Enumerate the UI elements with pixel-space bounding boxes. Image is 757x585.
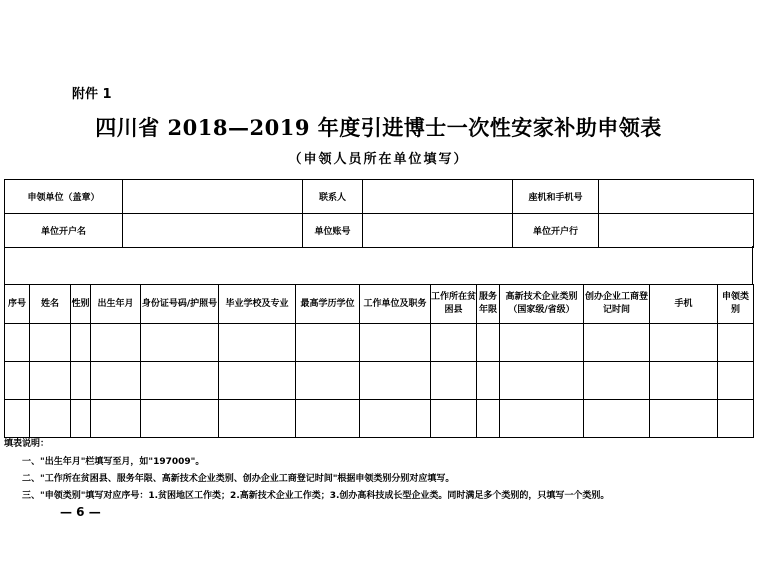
cell[interactable] [91, 362, 141, 400]
cell[interactable] [584, 400, 650, 438]
col-category: 申领类别 [718, 285, 754, 324]
phone-label: 座机和手机号 [513, 180, 599, 214]
cell[interactable] [360, 400, 431, 438]
cell[interactable] [584, 362, 650, 400]
cell[interactable] [141, 324, 219, 362]
cell[interactable] [477, 362, 500, 400]
cell[interactable] [296, 324, 360, 362]
col-mobile: 手机 [650, 285, 718, 324]
cell[interactable] [584, 324, 650, 362]
col-index: 序号 [5, 285, 30, 324]
applicant-table [4, 284, 754, 438]
bank-input[interactable] [599, 214, 754, 248]
table-row [5, 362, 754, 400]
table-row [5, 324, 754, 362]
cell[interactable] [219, 400, 296, 438]
cell[interactable] [650, 362, 718, 400]
bank-label: 单位开户行 [513, 214, 599, 248]
cell[interactable] [91, 324, 141, 362]
cell[interactable] [718, 400, 754, 438]
page-number: — 6 — [60, 505, 101, 519]
col-registration: 创办企业工商登记时间 [584, 285, 650, 324]
cell[interactable] [431, 362, 477, 400]
account-no-input[interactable] [363, 214, 513, 248]
cell[interactable] [718, 324, 754, 362]
col-degree: 最高学历学位 [296, 285, 360, 324]
cell[interactable] [477, 324, 500, 362]
cell[interactable] [71, 362, 91, 400]
col-birth: 出生年月 [91, 285, 141, 324]
contact-input[interactable] [363, 180, 513, 214]
unit-label: 申领单位（盖章） [5, 180, 123, 214]
cell[interactable] [431, 400, 477, 438]
cell[interactable] [30, 400, 71, 438]
note-item: 三、"申领类别"填写对应序号：1.贫困地区工作类；2.高新技术企业工作类；3.创办高科技成长型企业类。同时满足多个类别的，只填写一个类别。 [22, 491, 610, 501]
cell[interactable] [5, 400, 30, 438]
cell[interactable] [296, 362, 360, 400]
cell[interactable] [360, 362, 431, 400]
contact-label: 联系人 [303, 180, 363, 214]
cell[interactable] [477, 400, 500, 438]
col-name: 姓名 [30, 285, 71, 324]
cell[interactable] [360, 324, 431, 362]
unit-input[interactable] [123, 180, 303, 214]
notes-heading: 填表说明： [4, 439, 50, 449]
phone-input[interactable] [599, 180, 754, 214]
account-no-label: 单位账号 [303, 214, 363, 248]
cell[interactable] [296, 400, 360, 438]
cell[interactable] [30, 324, 71, 362]
cell[interactable] [219, 362, 296, 400]
cell[interactable] [71, 400, 91, 438]
table-row [5, 400, 754, 438]
col-county: 工作所在贫困县 [431, 285, 477, 324]
col-id: 身份证号码/护照号 [141, 285, 219, 324]
cell[interactable] [141, 362, 219, 400]
cell[interactable] [91, 400, 141, 438]
cell[interactable] [141, 400, 219, 438]
form-title: 四川省 2018—2019 年度引进博士一次性安家补助申领表 [95, 115, 662, 140]
col-years: 服务年限 [477, 285, 500, 324]
cell[interactable] [718, 362, 754, 400]
header-row [5, 285, 754, 324]
col-school: 毕业学校及专业 [219, 285, 296, 324]
cell[interactable] [500, 362, 584, 400]
cell[interactable] [431, 324, 477, 362]
cell[interactable] [650, 324, 718, 362]
cell[interactable] [650, 400, 718, 438]
col-gender: 性别 [71, 285, 91, 324]
cell[interactable] [5, 362, 30, 400]
form-subtitle: （申领人员所在单位填写） [288, 152, 469, 167]
cell[interactable] [71, 324, 91, 362]
account-name-label: 单位开户名 [5, 214, 123, 248]
attachment-label: 附件 1 [72, 87, 112, 102]
note-item: 一、"出生年月"栏填写至月，如"197009"。 [22, 457, 205, 467]
cell[interactable] [5, 324, 30, 362]
note-item: 二、"工作所在贫困县、服务年限、高新技术企业类别、创办企业工商登记时间"根据申领类别分别对应填写。 [22, 474, 455, 484]
col-enterprise-type: 高新技术企业类别（国家级/省级） [500, 285, 584, 324]
cell[interactable] [30, 362, 71, 400]
cell[interactable] [500, 400, 584, 438]
col-employer: 工作单位及职务 [360, 285, 431, 324]
cell[interactable] [219, 324, 296, 362]
unit-info-table [4, 179, 754, 248]
blank-row [4, 246, 753, 285]
cell[interactable] [500, 324, 584, 362]
account-name-input[interactable] [123, 214, 303, 248]
